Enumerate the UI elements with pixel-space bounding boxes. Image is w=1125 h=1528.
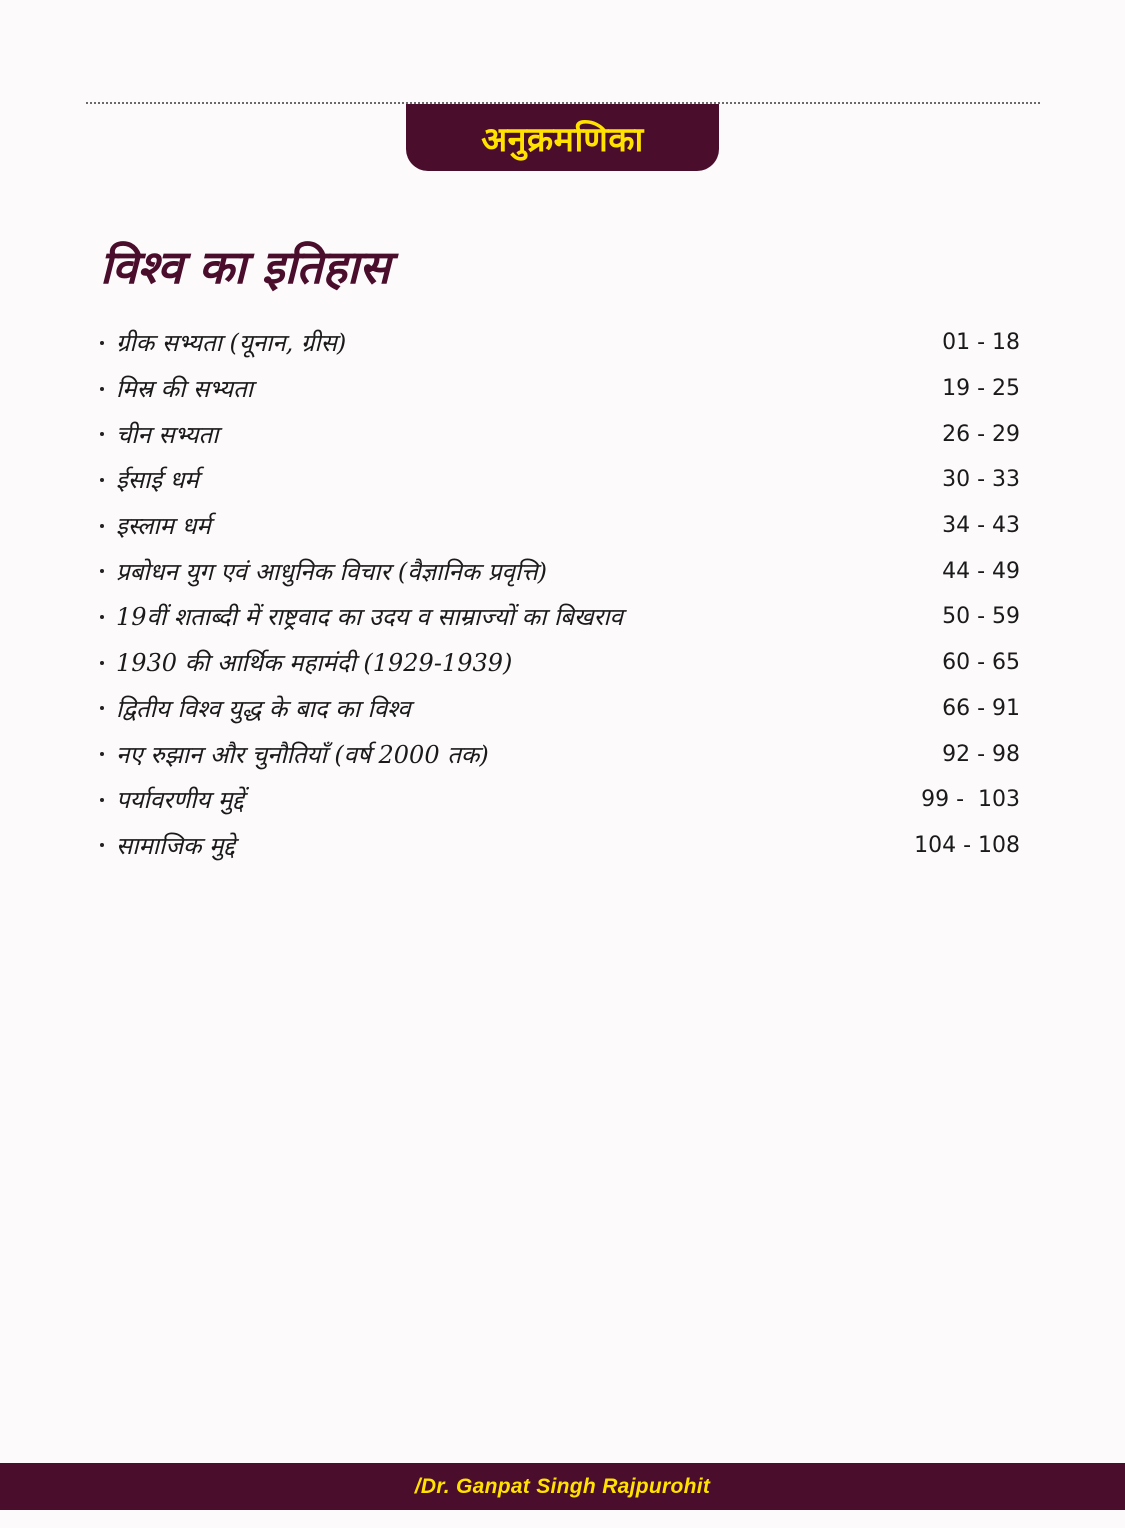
bullet-icon bbox=[100, 478, 104, 482]
toc-entry[interactable] bbox=[96, 503, 1020, 549]
toc-entry-title: नए रुझान और चुनौतियाँ (वर्ष 2000 तक) bbox=[116, 740, 489, 769]
bullet-icon bbox=[100, 706, 104, 710]
toc-entry-title: मिस्र की सभ्यता bbox=[116, 375, 253, 404]
bullet-icon bbox=[100, 569, 104, 573]
toc-entry[interactable] bbox=[96, 548, 1020, 594]
table-of-contents bbox=[96, 320, 1020, 868]
toc-entry-title: इस्लाम धर्म bbox=[116, 512, 211, 541]
toc-entry-title: 19वीं शताब्दी में राष्ट्रवाद का उदय व साम्राज्यों का बिखराव bbox=[116, 603, 623, 632]
toc-entry-title: चीन सभ्यता bbox=[116, 420, 219, 449]
toc-entry-pages: 26 - 29 bbox=[942, 421, 1020, 447]
bullet-icon bbox=[100, 798, 104, 802]
header-tab bbox=[406, 104, 719, 171]
toc-entry-title: ईसाई धर्म bbox=[116, 466, 199, 495]
toc-entry[interactable] bbox=[96, 777, 1020, 823]
toc-entry[interactable] bbox=[96, 823, 1020, 869]
toc-entry[interactable] bbox=[96, 366, 1020, 412]
toc-entry-pages: 92 - 98 bbox=[942, 741, 1020, 767]
toc-entry-pages: 60 - 65 bbox=[942, 650, 1020, 676]
toc-entry[interactable] bbox=[96, 686, 1020, 732]
toc-entry-title: ग्रीक सभ्यता (यूनान, ग्रीस) bbox=[116, 329, 347, 358]
toc-entry-pages: 19 - 25 bbox=[942, 376, 1020, 402]
toc-entry-pages: 50 - 59 bbox=[942, 604, 1020, 630]
bullet-icon bbox=[100, 615, 104, 619]
toc-entry[interactable] bbox=[96, 594, 1020, 640]
toc-entry-title: द्वितीय विश्व युद्ध के बाद का विश्व bbox=[116, 694, 411, 723]
page-title: अनुक्रमणिका bbox=[481, 119, 644, 160]
bullet-icon bbox=[100, 661, 104, 665]
toc-entry[interactable] bbox=[96, 411, 1020, 457]
bullet-icon bbox=[100, 341, 104, 345]
toc-entry-title: पर्यावरणीय मुद्दें bbox=[116, 786, 245, 815]
toc-entry-title: 1930 की आर्थिक महामंदी (1929-1939) bbox=[116, 649, 513, 678]
bullet-icon bbox=[100, 387, 104, 391]
toc-entry[interactable] bbox=[96, 640, 1020, 686]
toc-entry-pages: 34 - 43 bbox=[942, 513, 1020, 539]
bullet-icon bbox=[100, 524, 104, 528]
toc-entry-title: सामाजिक मुद्दे bbox=[116, 831, 236, 860]
toc-entry-title: प्रबोधन युग एवं आधुनिक विचार (वैज्ञानिक प्रवृत्ति) bbox=[116, 557, 548, 586]
toc-entry[interactable] bbox=[96, 457, 1020, 503]
toc-entry-pages: 30 - 33 bbox=[942, 467, 1020, 493]
toc-entry-pages: 99 - 103 bbox=[921, 787, 1020, 813]
section-title: विश्व का इतिहास bbox=[100, 240, 391, 294]
footer-band bbox=[0, 1463, 1125, 1510]
toc-entry-pages: 104 - 108 bbox=[914, 832, 1020, 858]
bullet-icon bbox=[100, 752, 104, 756]
toc-entry[interactable] bbox=[96, 731, 1020, 777]
toc-entry-pages: 66 - 91 bbox=[942, 695, 1020, 721]
toc-entry-pages: 44 - 49 bbox=[942, 558, 1020, 584]
bullet-icon bbox=[100, 432, 104, 436]
toc-entry-pages: 01 - 18 bbox=[942, 330, 1020, 356]
toc-entry[interactable] bbox=[96, 320, 1020, 366]
bullet-icon bbox=[100, 843, 104, 847]
author-credit: /Dr. Ganpat Singh Rajpurohit bbox=[414, 1474, 711, 1498]
